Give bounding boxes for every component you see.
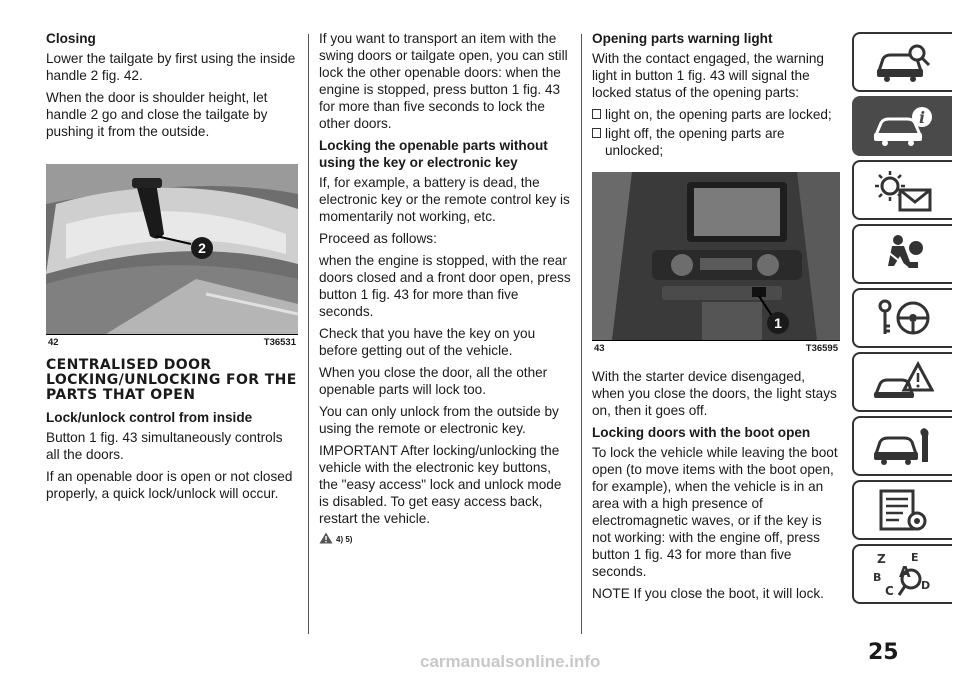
watermark: carmanualsonline.info <box>420 652 601 671</box>
tab-emergency[interactable] <box>852 352 952 412</box>
dashboard-photo <box>592 172 840 340</box>
warning-triangle-icon <box>319 532 333 544</box>
svg-text:i: i <box>918 108 926 127</box>
paragraph: Button 1 fig. 43 simultaneously controls all the doors. <box>46 430 283 462</box>
sub-heading: Locking the openable parts without using the key or electronic key <box>319 138 548 170</box>
warning-reference <box>319 532 571 544</box>
paragraph: Lower the tailgate by first using the inside handle 2 fig. 42. <box>46 51 296 83</box>
column-middle <box>319 30 571 544</box>
figure-caption <box>46 334 298 348</box>
paragraph: If, for example, a battery is dead, the electronic key or the remote control key is momentarily not working, etc. <box>319 175 570 224</box>
svg-text:C: C <box>885 584 894 598</box>
list-item-text: light on, the opening parts are locked; <box>605 107 832 122</box>
list-item <box>592 125 840 164</box>
tab-specifications[interactable] <box>852 480 952 540</box>
column-divider <box>308 34 309 634</box>
figure-caption <box>592 340 840 354</box>
emergency-triangle-icon <box>872 360 934 404</box>
figure-code: T36531 <box>263 337 296 348</box>
car-search-icon <box>873 41 933 83</box>
paragraph: NOTE If you close the boot, it will lock. <box>592 586 824 601</box>
alphabet-index-icon <box>871 549 935 599</box>
paragraph: If an openable door is open or not closed properly, a quick lock/unlock will occur. <box>46 469 293 501</box>
figure-code: T36595 <box>805 343 838 354</box>
list-item-text: light off, the opening parts are unlocked; <box>605 126 785 158</box>
figure-number: 42 <box>48 337 59 348</box>
svg-text:B: B <box>873 571 882 584</box>
svg-text:E: E <box>911 551 919 564</box>
chapter-tabs <box>852 32 952 608</box>
column-right <box>592 30 840 607</box>
paragraph: If you want to transport an item with the swing doors or tailgate open, you can still lock the other openable doors: when the engine is stopped, press button 1 fig. 43 for more than five seconds to lock the other doors. <box>319 31 568 131</box>
paragraph: With the contact engaged, the warning light in button 1 fig. 43 will signal the locked status of the opening parts: <box>592 51 824 100</box>
figure-42 <box>46 164 298 348</box>
closing-heading: Closing <box>46 31 96 46</box>
paragraph: When the door is shoulder height, let handle 2 go and close the tailgate by pushing it from the outside. <box>46 90 268 139</box>
warning-lights-icon <box>872 168 934 212</box>
figure-43 <box>592 172 840 354</box>
sub-heading: Opening parts warning light <box>592 31 773 46</box>
svg-text:Z: Z <box>877 552 886 566</box>
paragraph: You can only unlock from the outside by using the remote or electronic key. <box>319 404 559 436</box>
svg-text:D: D <box>921 579 931 592</box>
sub-heading: Locking doors with the boot open <box>592 425 811 440</box>
tab-car-search[interactable] <box>852 32 952 92</box>
tailgate-photo <box>46 164 298 334</box>
checkbox-bullet-icon <box>592 128 601 138</box>
svg-text:A: A <box>899 563 911 581</box>
page-number: 25 <box>868 640 899 665</box>
figure-callout: 1 <box>774 315 782 331</box>
column-divider <box>581 34 582 634</box>
list-item <box>592 106 840 125</box>
figure-callout: 2 <box>198 240 206 256</box>
column-left <box>46 30 298 507</box>
checkbox-bullet-icon <box>592 109 601 119</box>
tab-warning-lights[interactable] <box>852 160 952 220</box>
paragraph: With the starter device disengaged, when you close the doors, the light stays on, then it goes off. <box>592 369 837 418</box>
tab-maintenance[interactable] <box>852 416 952 476</box>
warning-refs: 4) 5) <box>336 535 353 544</box>
paragraph: when the engine is stopped, with the rear doors closed and a front door open, press button 1 fig. 43 for more than five seconds. <box>319 253 571 319</box>
car-info-icon <box>872 105 934 147</box>
paragraph: When you close the door, all the other openable parts will lock too. <box>319 365 548 397</box>
paragraph: Proceed as follows: <box>319 231 437 246</box>
section-heading: CENTRALISED DOOR LOCKING/UNLOCKING FOR THE PARTS THAT OPEN <box>46 357 297 403</box>
paragraph: Check that you have the key on you before getting out of the vehicle. <box>319 326 536 358</box>
specifications-icon <box>873 487 933 533</box>
tab-car-info[interactable] <box>852 96 952 156</box>
figure-number: 43 <box>594 343 605 354</box>
paragraph: IMPORTANT After locking/unlocking the vehicle with the electronic key buttons, the "easy access" lock and unlock mode is disabled. To get easy access back, restart the vehicle. <box>319 443 562 526</box>
paragraph: To lock the vehicle while leaving the boot open (to move items with the boot open, for example), when the vehicle is in an area with a high presence of electromagnetic waves, or if the key is not working: with the engine off, press button 1 fig. 43 for more than five seconds. <box>592 445 838 579</box>
tab-key-steering[interactable] <box>852 288 952 348</box>
car-maintenance-icon <box>872 424 934 468</box>
tab-airbag-seat[interactable] <box>852 224 952 284</box>
tab-alphabetical-index[interactable] <box>852 544 952 604</box>
sub-heading: Lock/unlock control from inside <box>46 410 253 425</box>
key-steering-icon <box>873 296 933 340</box>
airbag-seat-icon <box>878 232 928 276</box>
